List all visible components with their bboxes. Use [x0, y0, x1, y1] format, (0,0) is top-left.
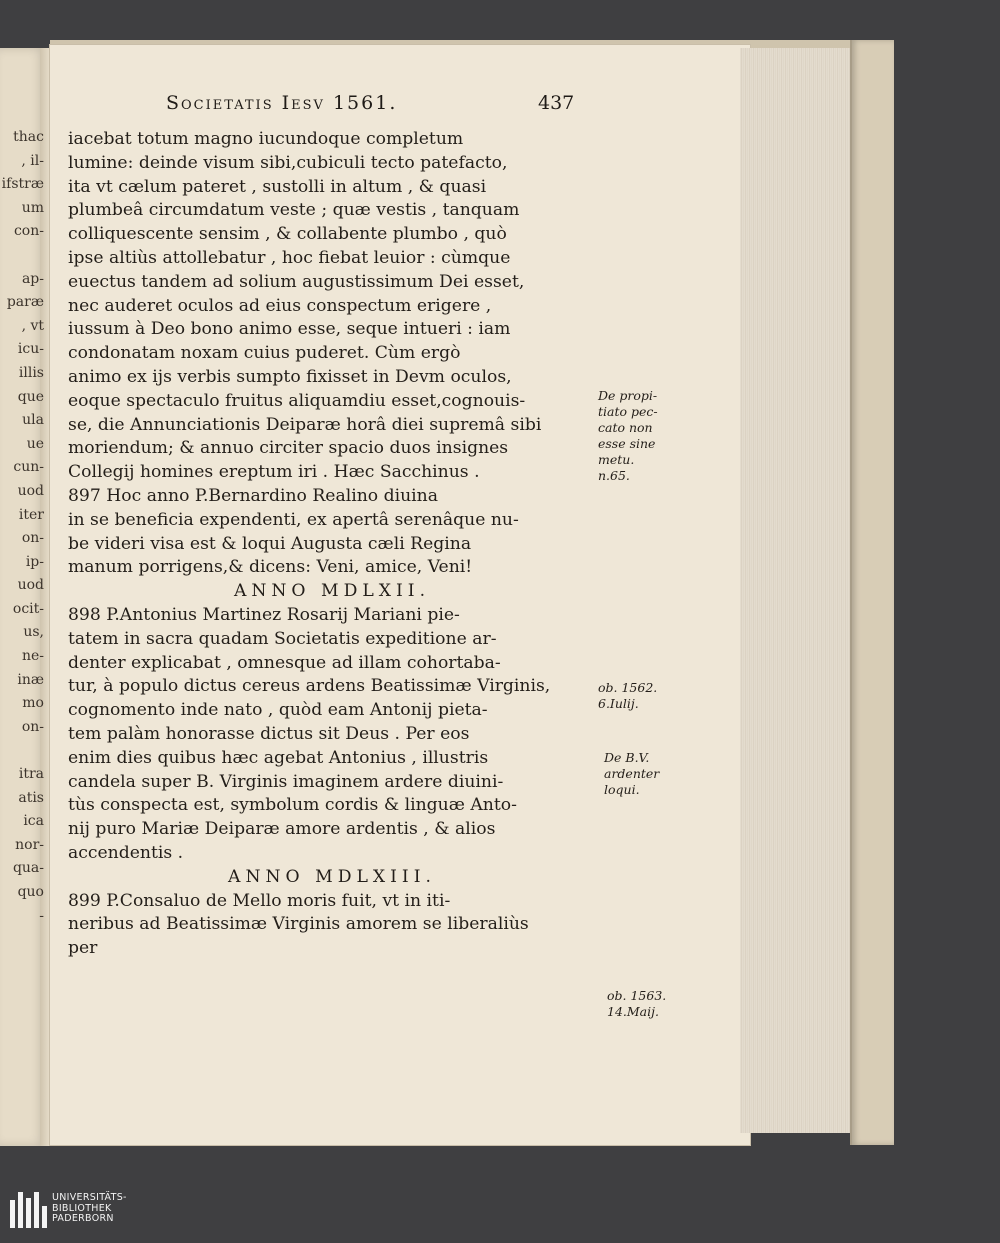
left-fragment: icu- — [17, 341, 44, 358]
left-fragment: iter — [18, 506, 44, 523]
text-line: condonatam noxam cuius puderet. Cùm ergò — [68, 343, 461, 364]
marginal-note-3: De B.V. ardenter loqui. — [604, 750, 660, 797]
logo-bars-icon — [10, 1192, 47, 1228]
marginal-note-1: De propi- tiato pec- cato non esse sine metu. n.65. — [598, 388, 658, 483]
left-fragment: on- — [21, 530, 44, 547]
year-heading: ANNO MDLXIII. — [228, 866, 436, 887]
left-fragment: ica — [23, 813, 44, 830]
left-fragment: um — [21, 199, 44, 216]
library-logo-text — [52, 1193, 127, 1225]
text-line: tem palàm honorasse dictus sit Deus . Per eos — [68, 723, 470, 744]
text-line: enim dies quibus hæc agebat Antonius , illustris — [68, 747, 489, 768]
book-cover-edge — [850, 40, 894, 1145]
text-line: ita vt cælum pateret , sustolli in altum , & quasi — [68, 176, 487, 197]
text-line: 899 P.Consaluo de Mello moris fuit, vt in iti- — [68, 890, 451, 911]
left-fragment: cun- — [13, 459, 44, 476]
left-fragment: ue — [26, 435, 44, 452]
left-fragment: uod — [17, 577, 44, 594]
text-line: ipse altiùs attollebatur , hoc fiebat leuior : cùmque — [68, 247, 511, 268]
left-fragment: , vt — [21, 317, 44, 334]
text-line: accendentis . — [68, 842, 184, 863]
left-fragment: ula — [22, 412, 44, 429]
left-fragment: paræ — [6, 294, 44, 311]
text-line: 898 P.Antonius Martinez Rosarij Mariani pie- — [68, 604, 460, 625]
left-fragment: con- — [13, 223, 44, 240]
left-fragment: - — [39, 907, 44, 924]
text-line: candela super B. Virginis imaginem ardere diuini- — [68, 771, 504, 792]
left-fragment: mo — [22, 695, 44, 712]
text-line: be videri visa est & loqui Augusta cæli Regina — [68, 533, 472, 554]
page-number: 437 — [538, 92, 575, 114]
left-fragment: us, — [23, 624, 44, 641]
text-line: cognomento inde nato , quòd eam Antonij pieta- — [68, 700, 488, 721]
text-line: nec auderet oculos ad eius conspectum erigere , — [68, 295, 492, 316]
left-fragment: qua- — [12, 860, 44, 877]
library-logo-mark — [10, 1192, 47, 1228]
text-line: animo ex ijs verbis sumpto fixisset in Devm oculos, — [68, 366, 512, 387]
logo-line-3: PADERBORN — [52, 1213, 114, 1225]
text-line: denter explicabat , omnesque ad illam cohortaba- — [68, 652, 501, 673]
text-line: lumine: deinde visum sibi,cubiculi tecto patefacto, — [68, 152, 508, 173]
left-fragment — [0, 739, 44, 763]
text-line: euectus tandem ad solium augustissimum Dei esset, — [68, 271, 525, 292]
left-fragment: ocit- — [12, 600, 44, 617]
year-heading: ANNO MDLXII. — [233, 581, 431, 602]
left-fragment: uod — [17, 482, 44, 499]
text-line: per — [68, 938, 98, 959]
text-line: Collegij homines ereptum iri . Hæc Sacchinus . — [68, 462, 480, 483]
left-fragment: itra — [18, 766, 44, 783]
left-fragment: ap- — [21, 270, 44, 287]
left-fragment: nor- — [15, 836, 44, 853]
page-stack-edge — [740, 48, 858, 1133]
left-fragment: illis — [18, 364, 44, 381]
text-line: in se beneficia expendenti, ex apertâ serenâque nu- — [68, 509, 519, 530]
text-line: moriendum; & annuo circiter spacio duos insignes — [68, 438, 509, 459]
marginal-note-2: ob. 1562. 6.Iulij. — [598, 680, 658, 711]
body-text — [68, 128, 596, 961]
left-fragment: , il- — [21, 152, 44, 169]
left-fragment: ip- — [25, 553, 44, 570]
text-line: colliquescente sensim , & collabente plumbo , quò — [68, 224, 507, 245]
left-fragment: quo — [17, 884, 44, 900]
text-line: eoque spectaculo fruitus aliquamdiu esset,cognouis- — [68, 390, 526, 411]
left-fragment: que — [17, 388, 44, 405]
text-line: neribus ad Beatissimæ Virginis amorem se liberaliùs — [68, 914, 529, 935]
text-line: nij puro Mariæ Deiparæ amore ardentis , & alios — [68, 819, 496, 840]
left-fragment: on- — [21, 718, 44, 735]
text-line: tatem in sacra quadam Societatis expeditione ar- — [68, 628, 497, 649]
text-line: iacebat totum magno iucundoque completum — [68, 129, 464, 149]
left-fragment: thac — [13, 129, 44, 145]
left-fragment: inæ — [17, 671, 44, 688]
text-line: tur, à populo dictus cereus ardens Beatissimæ Virginis, — [68, 676, 551, 697]
left-fragment: ifstræ — [1, 176, 44, 193]
left-fragment: ne- — [21, 648, 44, 665]
left-fragment: atis — [18, 789, 44, 806]
left-page-text-fragments — [0, 126, 44, 928]
logo-line-1: UNIVERSITÄTS- — [52, 1192, 127, 1203]
marginal-note-4: ob. 1563. 14.Maij. — [607, 988, 667, 1019]
left-fragment — [0, 244, 44, 268]
text-line: 897 Hoc anno P.Bernardino Realino diuina — [68, 485, 438, 506]
text-line: se, die Annunciationis Deiparæ horâ diei supremâ sibi — [68, 414, 542, 435]
text-line: tùs conspecta est, symbolum cordis & linguæ Anto- — [68, 795, 517, 816]
logo-line-2: BIBLIOTHEK — [52, 1202, 112, 1214]
text-line: plumbeâ circumdatum veste ; quæ vestis , tanquam — [68, 200, 520, 221]
text-line: manum porrigens,& dicens: Veni, amice, Veni! — [68, 557, 473, 578]
running-head: Societatis Iesv 1561. — [166, 92, 398, 114]
text-line: iussum à Deo bono animo esse, seque intueri : iam — [68, 319, 511, 340]
